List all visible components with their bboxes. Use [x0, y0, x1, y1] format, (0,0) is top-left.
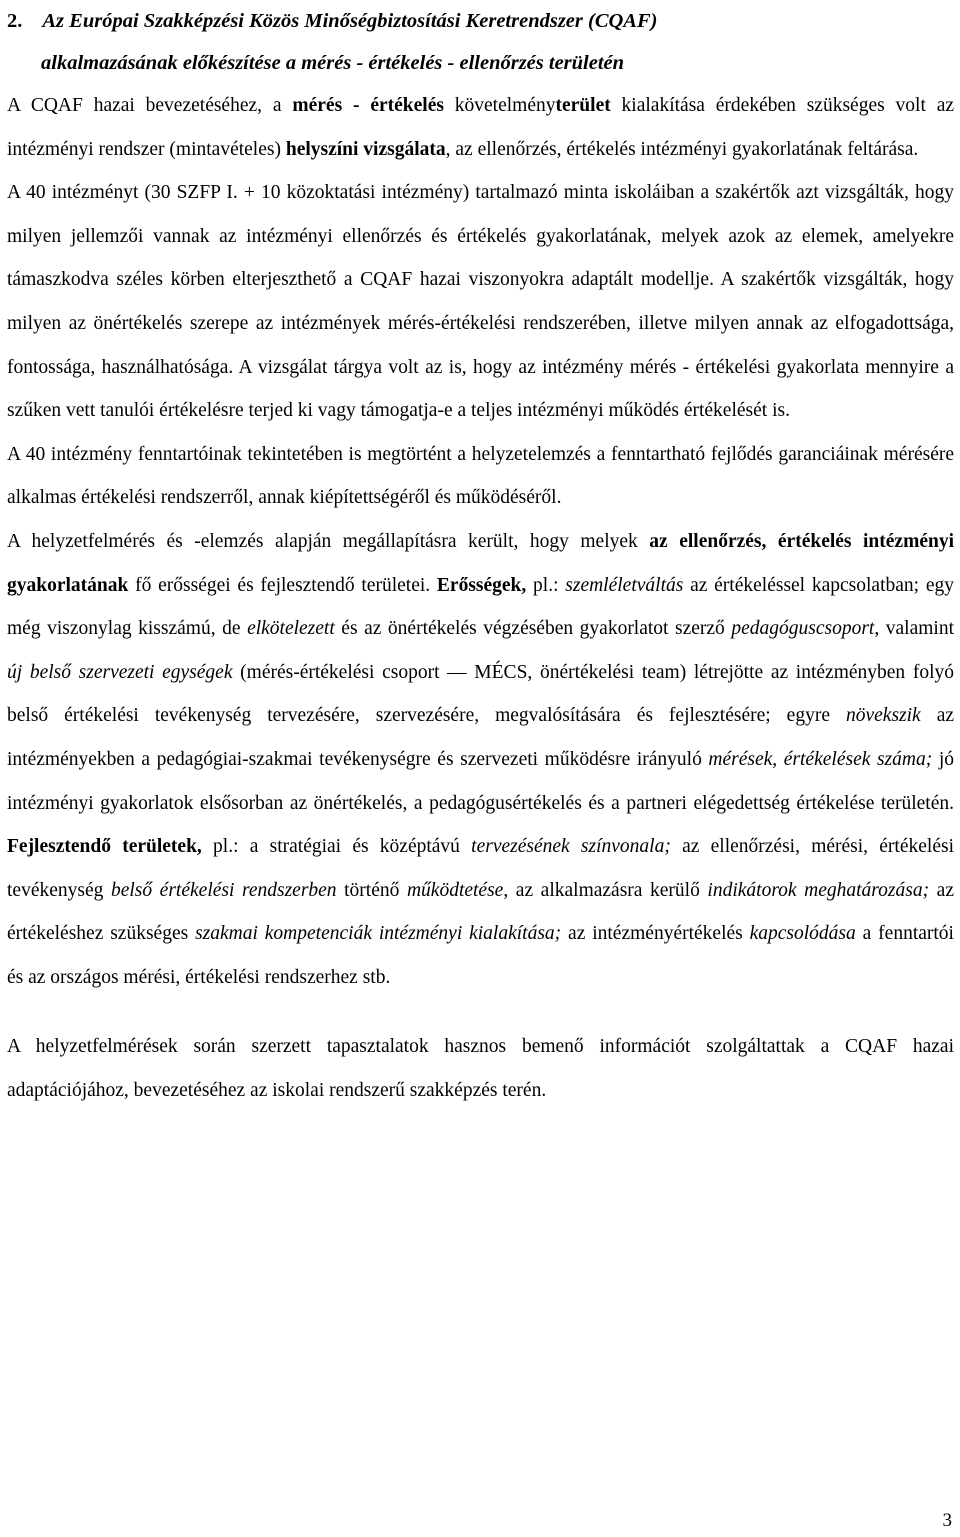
bold-run: mérés - értékelés	[292, 95, 444, 116]
text-run: pl.: a stratégiai és középtávú	[201, 836, 472, 858]
text-run: , az ellenőrzés, értékelés intézményi gyakorlatának feltárása.	[445, 138, 919, 160]
heading-line-1: Az Európai Szakképzési Közös Minőségbiztosítási Keretrendszer (CQAF)	[42, 10, 658, 32]
italic-run: szemléletváltás	[565, 574, 684, 596]
text-run: jó intézményi gyakorlatok elsősorban az önértékelés, a pedagógusértékelés és a partneri elégedettség értékelése területén.	[7, 748, 955, 814]
text-run: az értékeléssel kapcsolatban; egy még viszonylag kisszámú, de	[7, 574, 954, 640]
italic-run: mérések, értékelések száma;	[708, 748, 933, 770]
paragraph-4	[7, 520, 954, 1000]
section-heading	[7, 0, 954, 84]
paragraph-5: A helyzetfelmérések során szerzett tapasztalatok hasznos bemenő információt szolgáltattak a CQAF hazai adaptációjához, bevezetéséhez az iskolai rendszerű szakképzés terén.	[7, 1036, 954, 1102]
text-run: követelmény	[443, 95, 556, 116]
italic-run: indikátorok meghatározása;	[707, 879, 930, 901]
italic-run: pedagóguscsoport	[731, 618, 875, 640]
italic-run: új belső szervezeti egységek	[7, 661, 233, 683]
text-run: az értékeléshez szükséges	[7, 879, 954, 945]
italic-run: növekszik	[845, 705, 921, 727]
heading-line-2: alkalmazásának előkészítése a mérés - értékelés - ellenőrzés területén	[41, 52, 625, 74]
text-run: az ellenőrzési, mérési, értékelési tevékenység	[7, 836, 954, 901]
paragraph-3: A 40 intézmény fenntartóinak tekintetében is megtörtént a helyzetelemzés a fenntartható fejlődés garanciáinak mérésére alkalmas értékelési rendszerről, annak kiépítettségéről és működéséről.	[7, 443, 954, 509]
bold-run: Fejlesztendő területek,	[7, 836, 202, 858]
text-run: (mérés-értékelési csoport ― MÉCS, önértékelési team) létrejötte az intézményben folyó belső értékelési tevékenység tervezésére, szervezésére, megvalósítására és fejlesztésére; egyre	[7, 661, 954, 727]
document-page	[7, 0, 954, 1113]
text-run: történő	[336, 879, 407, 901]
text-run: a fenntartói és az országos mérési, értékelési rendszerhez stb.	[7, 923, 954, 988]
section-number: 2.	[7, 10, 23, 32]
page-number: 3	[942, 1510, 952, 1531]
bold-run: az ellenőrzés, értékelés intézményi gyakorlatának	[7, 530, 954, 596]
paragraph-spacer	[7, 999, 954, 1025]
text-run: az intézményekben a pedagógiai-szakmai tevékenységre és szervezeti működésre irányuló	[7, 705, 954, 770]
text-run: A CQAF hazai bevezetéséhez, a	[7, 95, 293, 116]
italic-run: elkötelezett	[247, 618, 335, 640]
text-run: pl.:	[526, 574, 566, 596]
text-run: kialakítása érdekében szükséges volt az intézményi rendszer (mintavételes)	[7, 95, 955, 160]
bold-run: terület	[555, 95, 611, 116]
paragraph-1	[7, 84, 954, 171]
italic-run: kapcsolódása	[749, 923, 856, 945]
text-run: az intézményértékelés	[561, 923, 750, 945]
text-run: , az alkalmazásra kerülő	[503, 879, 708, 901]
bold-run: Erősségek,	[436, 574, 527, 596]
italic-run: működtetése	[406, 879, 504, 901]
text-run: , valamint	[874, 618, 954, 640]
italic-run: szakmai kompetenciák intézményi kialakítása;	[195, 923, 562, 945]
italic-run: tervezésének színvonala;	[471, 836, 671, 858]
paragraph-2: A 40 intézményt (30 SZFP I. + 10 közoktatási intézmény) tartalmazó minta iskoláiban a szakértők azt vizsgálták, hogy milyen jellemzői vannak az intézményi ellenőrzés és értékelés gyakorlatának, melyek azok az elemek, amelyekre támaszkodva széles körben elterjeszthető a CQAF hazai viszonyokra adaptált modellje. A szakértők vizsgálták, hogy milyen az önértékelés szerepe az intézmények mérés-értékelési rendszerében, illetve milyen annak az elfogadottsága, fontossága, használhatósága. A vizsgálat tárgya volt az is, hogy az intézmény mérés - értékelési gyakorlata mennyire a szűken vett tanulói értékelésre terjed ki vagy támogatja-e a teljes intézményi működés értékelését is.	[7, 182, 954, 422]
text-run: A helyzetfelmérés és -elemzés alapján megállapításra került, hogy melyek	[7, 530, 650, 552]
text-run: fő erősségei és fejlesztendő területei.	[128, 574, 437, 596]
bold-run: helyszíni vizsgálata	[285, 138, 446, 160]
italic-run: belső értékelési rendszerben	[110, 879, 337, 901]
text-run: és az önértékelés végzésében gyakorlatot szerző	[334, 618, 732, 640]
